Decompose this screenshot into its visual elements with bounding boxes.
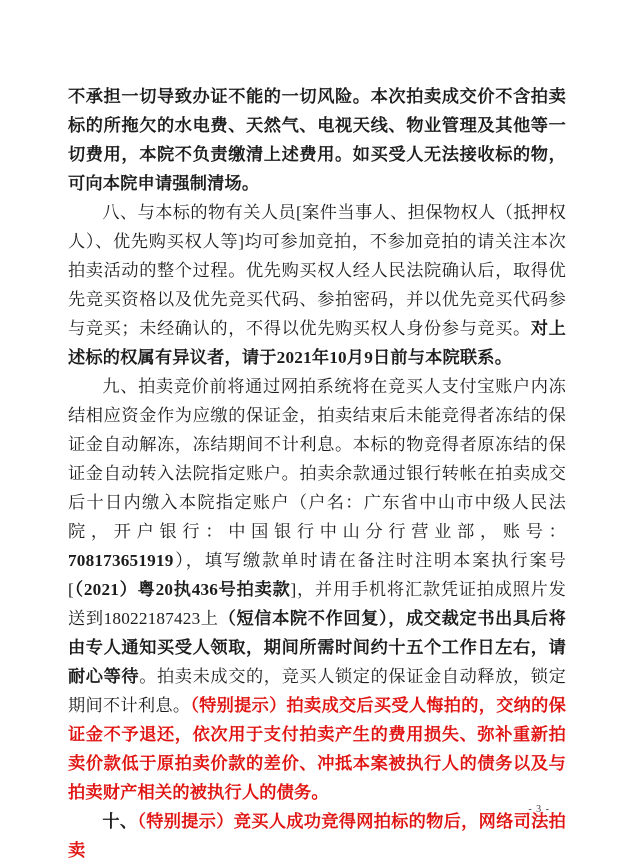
- text-run: （特别提示）拍卖成交后买受人悔拍的，交纳的保证金不予退还，依次用于支付拍卖产生的费用损失、弥补重新拍卖价款低于原拍卖价款的差价、冲抵本案被执行人的债务以及与拍卖财产相关的被执行人的债务。: [68, 696, 566, 802]
- text-run: （特别提示）竞买人成功竞得网拍标的物后，网络司法拍卖: [68, 812, 567, 860]
- page-number: - 3 -: [528, 804, 550, 815]
- text-run: （短信本院不作回复），成交裁定书出具后将由专人通知买受人领取，期间所需时间约十五个工作日左右，请耐心等待: [68, 609, 566, 686]
- text-run: 十、: [102, 812, 138, 831]
- text-run: 708173651919: [68, 551, 174, 570]
- paragraph: [68, 82, 566, 198]
- text-run: 。拍卖未成交的，竞买人锁定的保证金自动释放，锁定期间不计利息。: [68, 667, 566, 715]
- paragraph: [68, 807, 566, 864]
- text-run: 对上述标的权属有异议者，请于2021年10月9日前与本院联系。: [68, 319, 567, 367]
- paragraph: [68, 372, 566, 807]
- text-run: 八、与本标的物有关人员[案件当事人、担保物权人（抵押权人）、优先购买权人等]均可参加竞拍，不参加竞拍的请关注本次拍卖活动的整个过程。优先购买权人经人民法院确认后，取得优先竞买资格以及优先竞买代码、参拍密码，并以优先竞买代码参与竞买；未经确认的，不得以优先购买权人身份参与竞买。: [68, 203, 566, 338]
- document-body: [68, 82, 566, 864]
- text-run: 九、拍卖竞价前将通过网拍系统将在竞买人支付宝账户内冻结相应资金作为应缴的保证金，拍卖结束后未能竞得者冻结的保证金自动解冻，冻结期间不计利息。本标的物竞得者原冻结的保证金自动转入法院指定账户。拍卖余款通过银行转帐在拍卖成交后十日内缴入本院指定账户（户名：广东省中山市中级人民法院，开户银行：中国银行中山分行营业部，账号：: [68, 377, 566, 541]
- text-run: ]，并用手机将汇款凭证拍成照片发送到18022187423上: [68, 580, 566, 628]
- text-run: ），填写缴款单时请在备注时注明本案执行案号[: [68, 551, 566, 599]
- text-run: （2021）粤20执436号拍卖款: [73, 580, 291, 599]
- text-run: 不承担一切导致办证不能的一切风险。本次拍卖成交价不含拍卖标的所拖欠的水电费、天然气、电视天线、物业管理及其他等一切费用，本院不负责缴清上述费用。如买受人无法接收标的物，可向本院申请强制清场。: [68, 87, 566, 193]
- paragraph: [68, 198, 566, 372]
